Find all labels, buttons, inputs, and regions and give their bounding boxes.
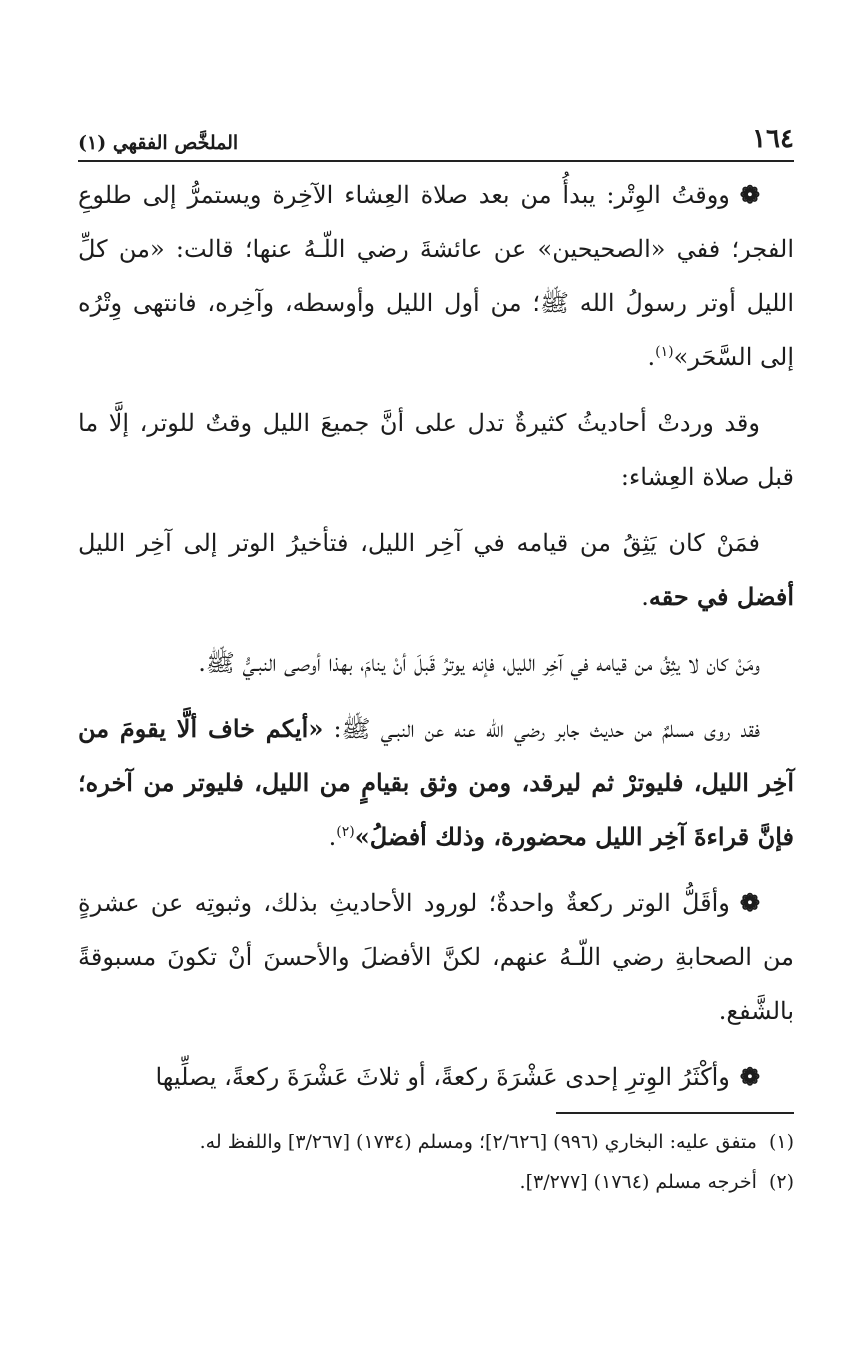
paragraph-text: ووقتُ الوِتْر: يبدأُ من بعد صلاة العِشاء الآخِرة ويستمرُّ إلى طلوعِ الفجر؛ ففي «الصحيحين» عن عائشةَ رضي اللّـهُ عنها؛ قالت: «من كلِّ الليل أوتر رسولُ الله ﷺ؛ من أول الليل وأوسطه، وآخِره، فانتهى وِتْرُه إلى السَّحَر» xyxy=(78,181,794,371)
footnote-text: أخرجه مسلم (١٧٦٤) [٣/٢٧٧]. xyxy=(519,1171,757,1193)
footnote-reference: (٢) xyxy=(336,824,355,840)
section-marker: ❁ xyxy=(739,888,760,917)
main-text xyxy=(78,168,794,1116)
paragraph-text: وأكْثَرُ الوِترِ إحدى عَشْرَةَ ركعةً، أو ثلاثَ عَشْرَةَ ركعةً، يصلِّيها xyxy=(155,1063,730,1091)
footnote-number: (٢) xyxy=(768,1171,794,1193)
paragraph-witr-time xyxy=(78,168,794,384)
section-marker: ❁ xyxy=(739,180,760,209)
footnote-rule xyxy=(556,1112,794,1114)
paragraph-muslim-hadith xyxy=(78,702,794,864)
paragraph-delay-witr xyxy=(78,516,794,624)
paragraph-bold-text: أفضل في حقه xyxy=(648,582,794,611)
footnote-text: متفق عليه: البخاري (٩٩٦) [٢/٦٢٦]؛ ومسلم (١٧٣٤) [٣/٢٦٧] واللفظ له. xyxy=(199,1131,757,1153)
hadith-quote: «أيكم خاف ألَّا يقومَ من آخِر الليل، فليوترْ ثم ليرقد، ومن وثق بقيامٍ من الليل، فليوتر من آخره؛ فإنَّ قراءةَ آخِر الليل محضورة، وذلك أفضلُ» xyxy=(78,714,794,851)
paragraph-early-witr xyxy=(78,636,794,690)
footnotes xyxy=(78,1122,794,1202)
footnote-item xyxy=(78,1122,794,1162)
header-rule xyxy=(78,160,794,162)
paragraph-hadiths xyxy=(78,396,794,504)
page-number: ١٦٤ xyxy=(752,124,794,154)
footnote-number: (١) xyxy=(768,1131,794,1153)
paragraph-text: وقد وردتْ أحاديثُ كثيرةٌ تدل على أنَّ جميعَ الليل وقتٌ للوتر، إلَّا ما قبل صلاة العِشاء: xyxy=(78,409,794,491)
footnote-item xyxy=(78,1162,794,1202)
paragraph-end: . xyxy=(641,583,649,611)
paragraph-text: وأقَلُّ الوتر ركعةٌ واحدةٌ؛ لورود الأحاديثِ بذلك، وثبوتِه عن عشرةٍ من الصحابةِ رضي اللّـهُ عنهم، لكنَّ الأفضلَ والأحسنَ أنْ تكونَ مسبوقةً بالشَّفع. xyxy=(78,889,794,1025)
footnote-reference: (١) xyxy=(655,344,674,360)
paragraph-maximum-witr xyxy=(78,1050,794,1104)
paragraph-end: . xyxy=(328,823,337,851)
paragraph-text: ومَنْ كان لا يثِقُ من قيامه في آخِر الليل، فإنه يوترُ قَبلَ أنْ ينامَ، بهذا أوصى النبـيُّ ﷺ. xyxy=(198,649,760,677)
running-header xyxy=(78,118,794,154)
paragraph-minimum-witr xyxy=(78,876,794,1038)
paragraph-text: فمَنْ كان يَثِقُ من قيامه في آخِر الليل، فتأخيرُ الوتر إلى آخِر الليل xyxy=(78,529,760,557)
paragraph-end: . xyxy=(647,343,656,371)
paragraph-text: فقد روى مسلمٌ من حديث جابر رضي الله عنه عن النبـي ﷺ: xyxy=(333,715,760,743)
section-marker: ❁ xyxy=(739,1062,760,1091)
book-title: الملخَّص الفقهي (١) xyxy=(78,132,239,154)
